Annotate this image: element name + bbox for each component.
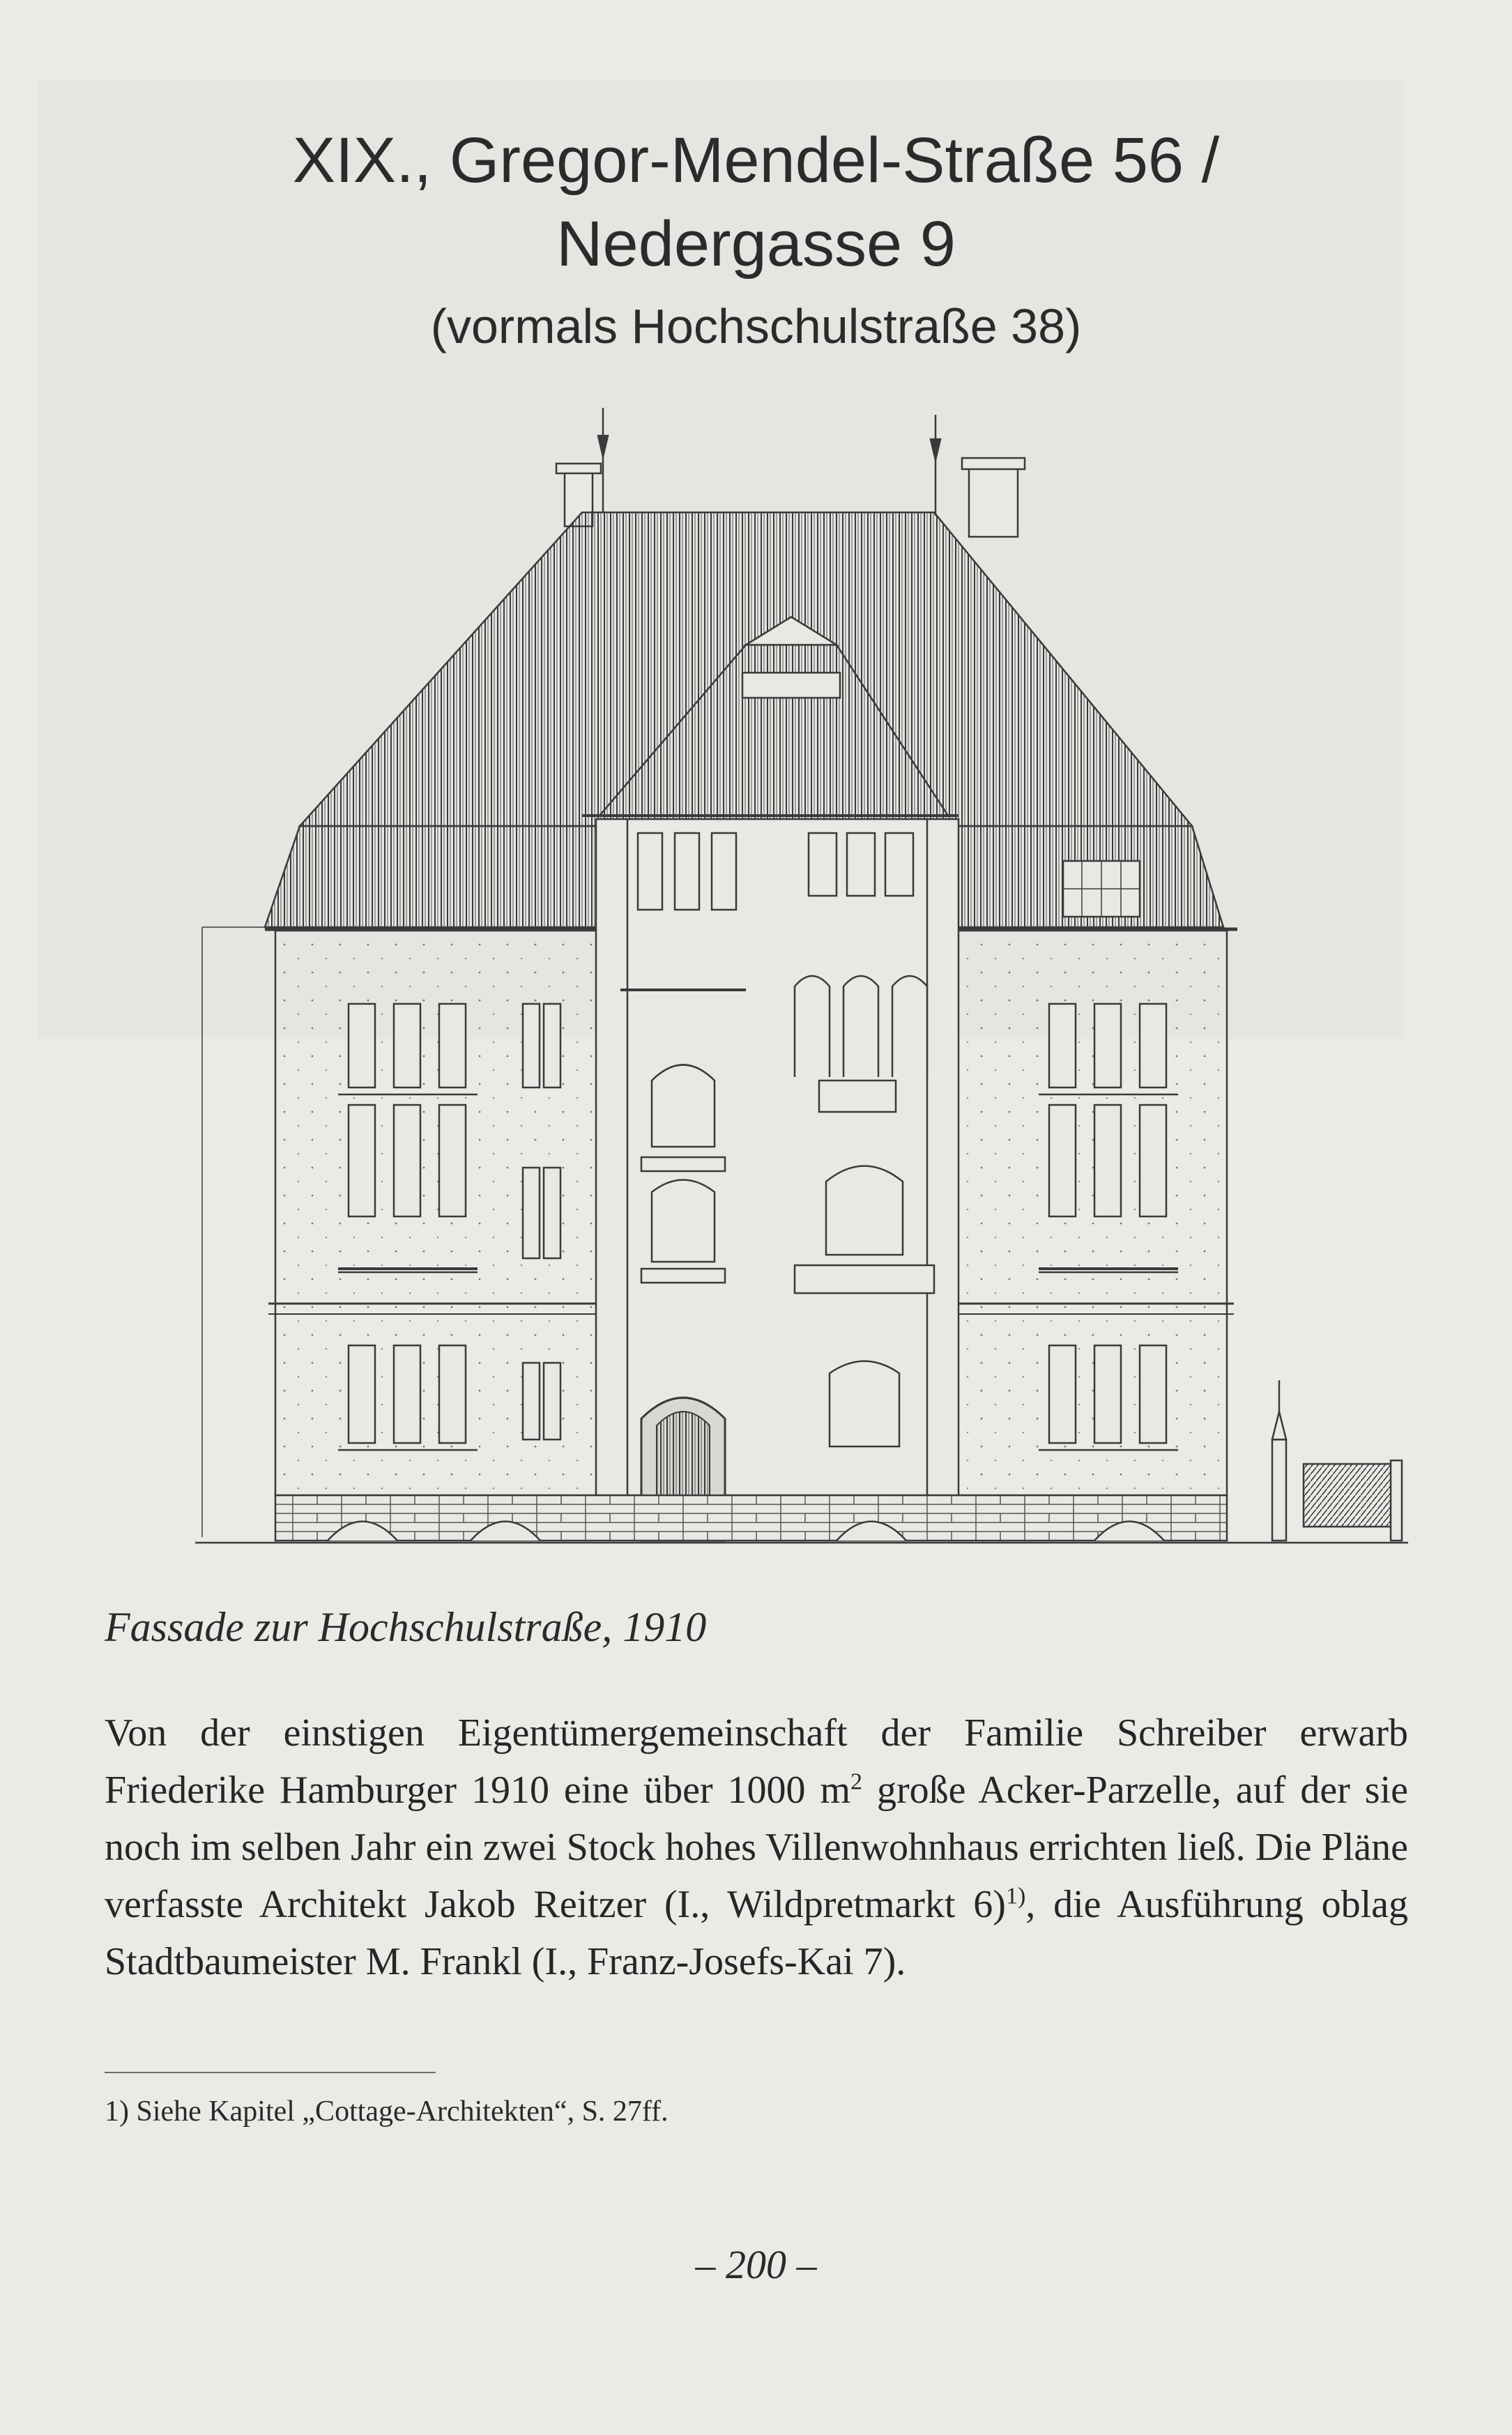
superscript-squared: 2 <box>850 1769 863 1795</box>
facade-drawing <box>195 408 1422 1558</box>
body-paragraph <box>105 1704 1408 1990</box>
title-line-2: Nedergasse 9 <box>556 208 956 280</box>
footnote-reference: 1) <box>1005 1883 1026 1909</box>
footnote: 1) Siehe Kapitel „Cottage-Architekten“, S. 27ff. <box>105 2096 669 2128</box>
page-title <box>0 119 1512 361</box>
body-text-part-1: Von der einstigen Eigentümergemeinschaft der Familie Schreiber erwarb Friederike Hamburger 1910 eine über 1000 m <box>105 1711 1408 1812</box>
figure-caption: Fassade zur Hochschulstraße, 1910 <box>105 1604 707 1650</box>
title-line-1: XIX., Gregor-Mendel-Straße 56 / <box>292 125 1220 196</box>
body-text-part-3: , die Ausführung oblag Stadtbaumeister M. Frankl (I., Franz-Josefs-Kai 7). <box>105 1883 1408 1983</box>
body-text-part-2: große Acker-Parzelle, auf der sie noch im selben Jahr ein zwei Stock hohes Villenwohnhaus errichten ließ. Die Pläne verfasste Architekt Jakob Reitzer (I., Wildpretmarkt 6) <box>105 1769 1408 1926</box>
footnote-separator <box>105 2072 436 2073</box>
title-subtitle: (vormals Hochschulstraße 38) <box>430 299 1082 353</box>
page-number: – 200 – <box>695 2242 817 2287</box>
